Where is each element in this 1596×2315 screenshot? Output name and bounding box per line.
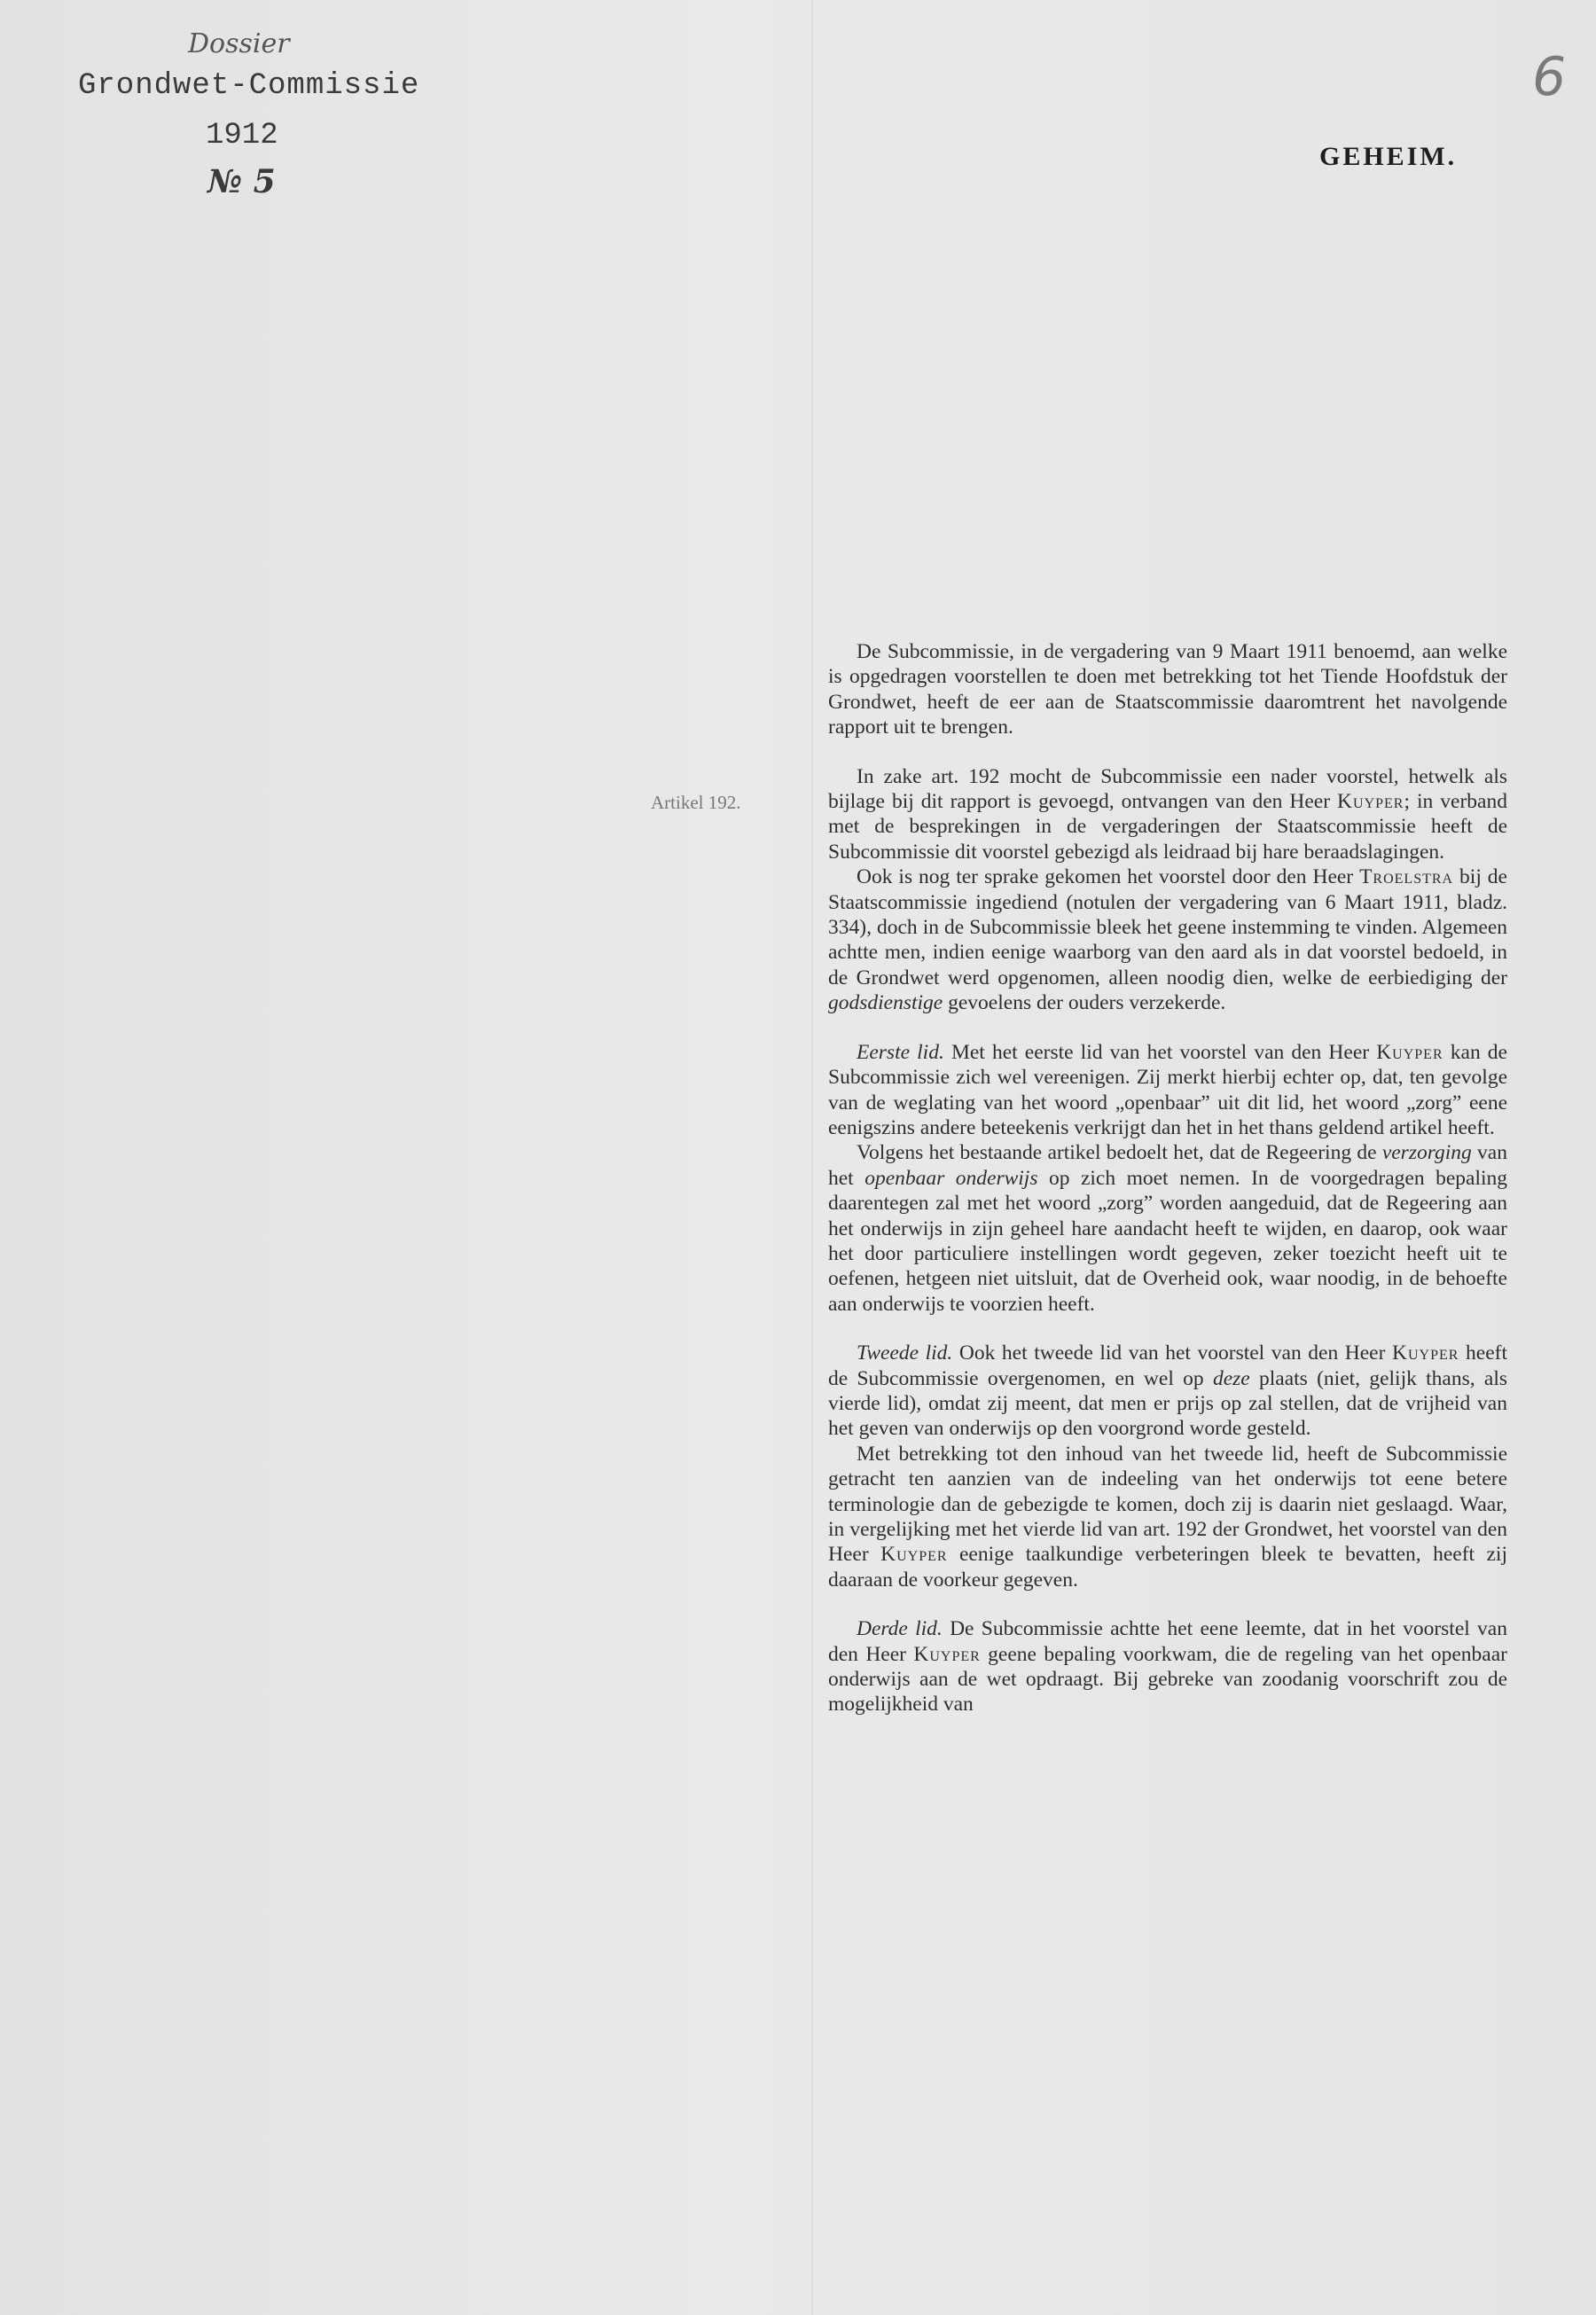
stamp-year: 1912: [206, 119, 278, 153]
person-name: Kuyper: [913, 1642, 981, 1666]
corner-page-mark: 6: [1532, 46, 1567, 108]
person-name: Kuyper: [1376, 1040, 1443, 1064]
page-fold: [811, 0, 813, 2315]
report-body: [828, 639, 1507, 1717]
eerste-lid-paragraph-2: Volgens het bestaande artikel bedoelt het, dat de Regeering de verzorging van het openbaar onderwijs op zich moet nemen. In de voorgedragen bepaling daarentegen zal met het woord „zorg” worden aangeduid, dat de Regeering aan het onderwijs in zijn geheel hare aandacht heeft te wijden, en daarop, ook waar het door particuliere instellingen wordt gegeven, zeker toezicht heeft uit te oefenen, hetgeen niet uitsluit, dat de Overheid ook, waar noodig, in de behoefte aan onderwijs te voorzien heeft.: [828, 1141, 1507, 1316]
tweede-lid-paragraph-2: Met betrekking tot den inhoud van het tweede lid, heeft de Subcommissie getracht ten aanzien van de indeeling van het onderwijs tot eene betere terminologie dan de gebezigde te komen, doch zij is daarin niet geslaagd. Waar, in vergelijking met het vierde lid van art. 192 der Grondwet, het voorstel van den Heer Kuyper eenige taalkundige verbeteringen bleek te bevatten, heeft zij daaraan de voorkeur gegeven.: [828, 1442, 1507, 1592]
person-name: Kuyper: [1337, 790, 1404, 814]
section-lead: Tweede lid.: [857, 1341, 953, 1365]
margin-note-artikel: Artikel 192.: [651, 792, 741, 813]
stamp-commission-title: Grondwet-Commissie: [78, 69, 420, 103]
classification-heading: GEHEIM.: [1319, 142, 1458, 171]
intro-paragraph: De Subcommissie, in de vergadering van 9 Maart 1911 benoemd, aan welke is opgedragen voorstellen te doen met betrekking tot het Tiende Hoofdstuk der Grondwet, heeft de eer aan de Staatscommissie daaromtrent het navolgende rapport uit te brengen.: [828, 640, 1507, 739]
art192-paragraph-2: Ook is nog ter sprake gekomen het voorstel door den Heer Troelstra bij de Staatscommissie ingediend (notulen der vergadering van 6 Maart 1911, bladz. 334), doch in de Subcommissie bleek het geene instemming te vinden. Algemeen achtte men, indien eenige waarborg van den aard als in dat voorstel bedoeld, in de Grondwet werd opgenomen, alleen noodig dien, welke de eerbiediging der godsdienstige gevoelens der ouders verzekerde.: [828, 865, 1507, 1015]
section-lead: Derde lid.: [857, 1617, 943, 1641]
person-name: Troelstra: [1359, 865, 1454, 889]
section-lead: Eerste lid.: [857, 1040, 944, 1064]
tweede-lid-paragraph-1: Tweede lid. Ook het tweede lid van het voorstel van den Heer Kuyper heeft de Subcommissie overgenomen, en wel op deze plaats (niet, gelijk thans, als vierde lid), omdat zij meent, dat men er prijs op zal stellen, dat de vrijheid van het geven van onderwijs op den voorgrond worde gesteld.: [828, 1341, 1508, 1441]
art192-paragraph-1: In zake art. 192 mocht de Subcommissie een nader voorstel, hetwelk als bijlage bij dit rapport is gevoegd, ontvangen van den Heer Kuyper; in verband met de besprekingen in de vergaderingen der Staatscommissie heeft de Subcommissie dit voorstel gebezigd als leidraad bij hare beraadslagingen.: [828, 764, 1507, 864]
person-name: Kuyper: [880, 1543, 948, 1567]
derde-lid-paragraph-1: Derde lid. De Subcommissie achtte het eene leemte, dat in het voorstel van den Heer Kuyper geene bepaling voorkwam, die de regeling van het openbaar onderwijs aan de wet opdraagt. Bij gebreke van zoodanig voorschrift zou de mogelijkheid van: [828, 1617, 1507, 1717]
eerste-lid-paragraph-1: Eerste lid. Met het eerste lid van het voorstel van den Heer Kuyper kan de Subcommissie zich wel vereenigen. Zij merkt hierbij echter op, dat, ten gevolge van de weglating van het woord „openbaar” uit dit lid, het woord „zorg” eene eenigszins andere beteekenis verkrijgt dan het in het thans geldend artikel heeft.: [828, 1040, 1507, 1139]
person-name: Kuyper: [1392, 1341, 1459, 1365]
stamp-dossier: Dossier: [188, 28, 290, 59]
stamp-number: № 5: [207, 163, 276, 200]
